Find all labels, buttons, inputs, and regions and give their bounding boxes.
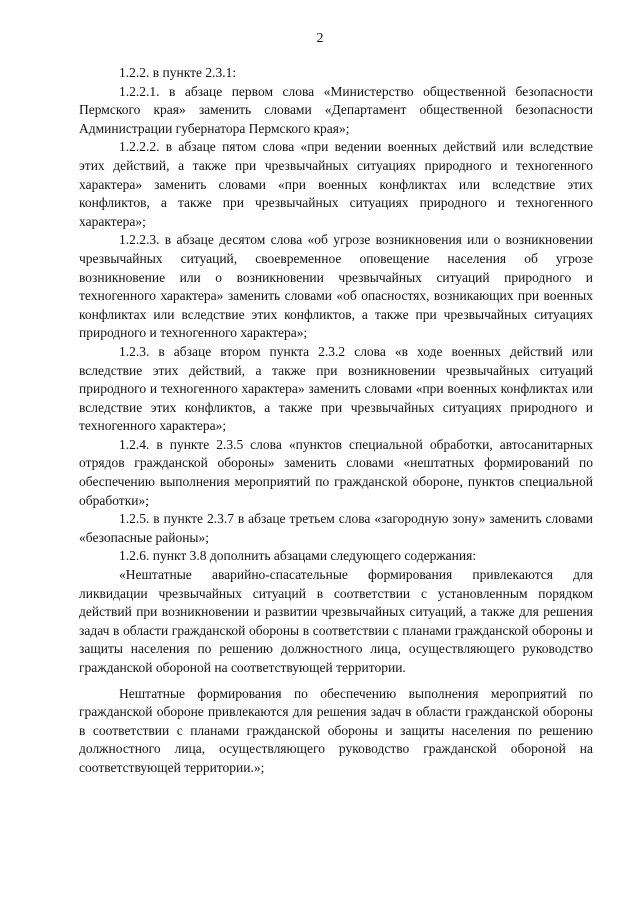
paragraph-1-2-2-1: 1.2.2.1. в абзаце первом слова «Министерство общественной безопасности Пермского края» заменить словами «Департамент общественной безопасности Администрации губернатора Пермского края»; (79, 83, 593, 136)
document-body (79, 64, 593, 778)
paragraph-1-2-3: 1.2.3. в абзаце втором пункта 2.3.2 слова «в ходе военных действий или вследствие этих действий, а также при возникновении чрезвычайных ситуаций природного и техногенного характера» заменить словами «при военных конфликтах или вследствие этих конфликтов, а также при чрезвычайных ситуациях природного и техногенного характера»; (79, 343, 593, 434)
paragraph-1-2-5: 1.2.5. в пункте 2.3.7 в абзаце третьем слова «загородную зону» заменить словами «безопасные районы»; (79, 511, 593, 545)
paragraph-1-2-2: 1.2.2. в пункте 2.3.1: (119, 65, 237, 80)
paragraph-1-2-6: 1.2.6. пункт 3.8 дополнить абзацами следующего содержания: (119, 548, 477, 564)
page-number: 2 (316, 31, 324, 46)
paragraph-1-2-4: 1.2.4. в пункте 2.3.5 слова «пунктов специальной обработки, автосанитарных отрядов гражданской обороны» заменить словами «нештатных формирований по обеспечению выполнения мероприятий по гражданской обороне, пунктов специальной обработки»; (79, 436, 593, 508)
paragraph-1-2-2-3: 1.2.2.3. в абзаце десятом слова «об угрозе возникновения или о возникновении чрезвычайных ситуаций, своевременное оповещение населения об угрозе возникновение или о возникновении чрезвычайных ситуаций природного и техногенного характера» заменить словами «об опасностях, возникающих при военных конфликтах или вследствие этих конфликтов, а также при чрезвычайных ситуациях природного и техногенного характера»; (79, 232, 593, 341)
paragraph-1-2-2-2: 1.2.2.2. в абзаце пятом слова «при ведении военных действий или вследствие этих действий, а также при чрезвычайных ситуациях природного и техногенного характера» заменить словами «при военных конфликтах или вследствие этих конфликтов, а также при чрезвычайных ситуациях природного и техногенного характера»; (79, 139, 593, 229)
quoted-paragraph-1: «Нештатные аварийно-спасательные формирования привлекаются для ликвидации чрезвычайных ситуаций в соответствии с установленным порядком действий при возникновении и развитии чрезвычайных ситуаций, а также для решения задач в области гражданской обороны в соответствии с планами гражданской обороны и защиты населения по решению должностного лица, осуществляющего руководство гражданской обороной на соответствующей территории. (79, 567, 593, 675)
quoted-paragraph-2: Нештатные формирования по обеспечению выполнения мероприятий по гражданской обороне привлекаются для решения задач в области гражданской обороны в соответствии с планами гражданской обороны и защиты населения по решению должностного лица, осуществляющего руководство гражданской обороной на соответствующей территории.»; (79, 685, 593, 775)
